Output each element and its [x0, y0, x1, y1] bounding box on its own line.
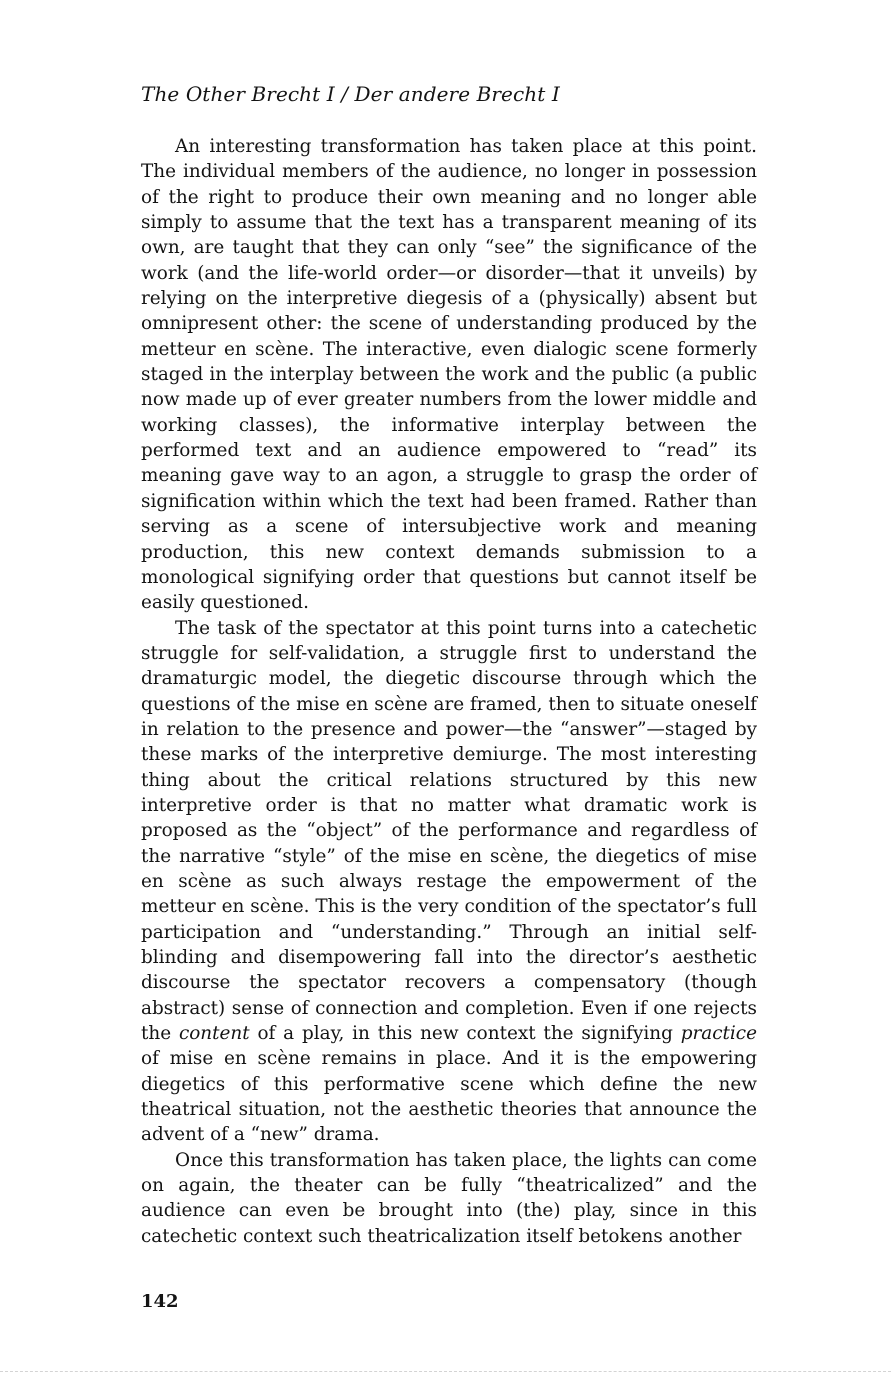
emphasis-content: content [178, 1023, 250, 1045]
page-number: 142 [141, 1291, 179, 1312]
running-head: The Other Brecht I / Der andere Brecht I [141, 82, 560, 106]
emphasis-practice: practice [680, 1023, 757, 1045]
paragraph-text: of mise en scène remains in place. And it is the empowering diegetics of this performative scene which define the new theatrical situation, not the aesthetic theories that announce the advent of a “new” drama. [141, 1048, 757, 1146]
paragraph-2 [141, 616, 757, 1148]
paragraph-text: The task of the spectator at this point turns into a catechetic struggle for self-validation, a struggle first to understand the dramaturgic model, the diegetic discourse through which the questions of the mise en scène are framed, then to situate oneself in relation to the presence and power—the “answer”—staged by these marks of the interpretive demiurge. The most interesting thing about the critical relations structured by this new interpretive order is that no matter what dramatic work is proposed as the “object” of the performance and regardless of the narrative “style” of the mise en scène, the diegetics of mise en scène as such always restage the empowerment of the metteur en scène. This is the very condition of the spectator’s full participation and “understanding.” Through an initial self-blinding and disempowering fall into the director’s aesthetic discourse the spectator recovers a compensatory (though abstract) sense of connection and completion. Even if one rejects the [141, 617, 757, 1045]
paragraph-3 [141, 1148, 757, 1249]
paragraph-text: Once this transformation has taken place, the lights can come on again, the theater can be fully “theatricalized” and the audience can even be brought into (the) play, since in this catechetic context such theatricalization itself betokens another [141, 1149, 757, 1247]
body-text [141, 134, 757, 1249]
scan-edge-divider [0, 1371, 891, 1375]
paragraph-1 [141, 134, 757, 616]
paragraph-text: An interesting transformation has taken place at this point. The individual members of the audience, no longer in possession of the right to produce their own meaning and no longer able simply to assume that the text has a transparent meaning of its own, are taught that they can only “see” the significance of the work (and the life-world order—or disorder—that it unveils) by relying on the interpretive diegesis of a (physically) absent but omnipresent other: the scene of understanding produced by the metteur en scène. The interactive, even dialogic scene formerly staged in the interplay between the work and the public (a public now made up of ever greater numbers from the lower middle and working classes), the informative interplay between the performed text and an audience empowered to “read” its meaning gave way to an agon, a struggle to grasp the order of signification within which the text had been framed. Rather than serving as a scene of intersubjective work and meaning production, this new context demands submission to a monological signifying order that questions but cannot itself be easily questioned. [141, 136, 757, 614]
paragraph-text: of a play, in this new context the signifying [249, 1023, 681, 1045]
